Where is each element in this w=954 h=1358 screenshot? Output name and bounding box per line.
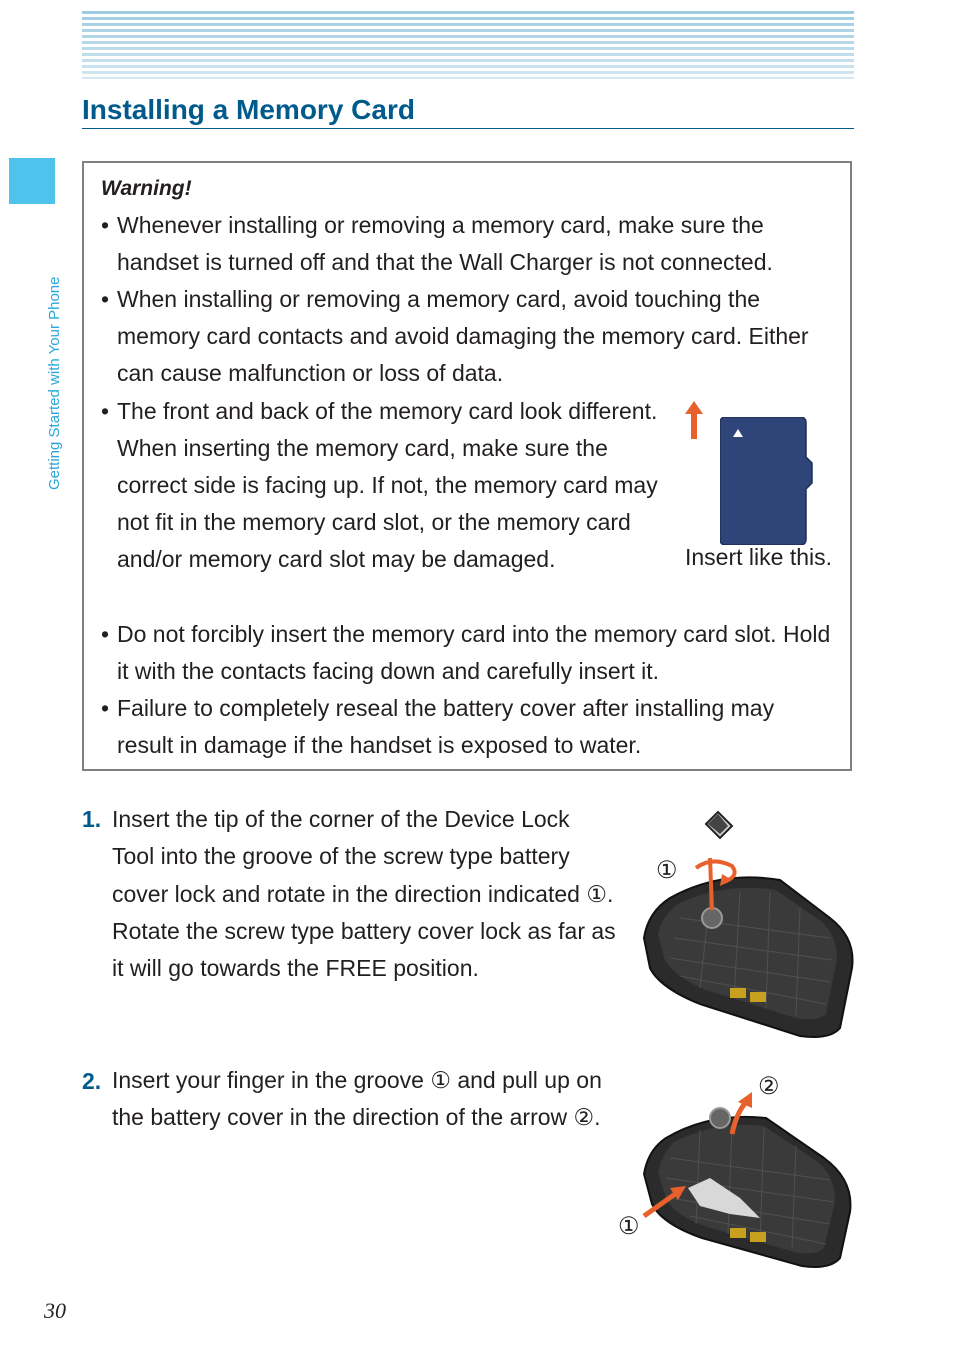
phone-back-illustration [640, 808, 856, 1040]
step-text: Insert your finger in the groove ① and pull up on the battery cover in the direction of the arrow ②. [112, 1067, 602, 1131]
bullet-text: Do not forcibly insert the memory card into the memory card slot. Hold it with the contacts facing down and carefully insert it. [117, 621, 831, 684]
phone-cover-open-illustration [640, 1088, 856, 1270]
memory-card-image [720, 417, 818, 545]
bullet-dot: • [101, 212, 110, 238]
bullet-dot: • [101, 695, 110, 721]
warning-box [82, 161, 852, 771]
bullet-dot: • [101, 621, 110, 647]
bullet-text: Whenever installing or removing a memory card, make sure the handset is turned off and that the Wall Charger is not connected. [117, 212, 773, 275]
callout-one: ① [656, 857, 678, 884]
chapter-label: Getting Started with Your Phone [46, 276, 63, 490]
bullet-dot: • [101, 286, 110, 312]
page-number: 30 [44, 1298, 66, 1323]
warning-bullet [101, 690, 836, 764]
step-number: 2. [82, 1068, 102, 1094]
step-text: Insert the tip of the corner of the Device Lock Tool into the groove of the screw type battery cover lock and rotate in the direction indicated ①. Rotate the screw type battery cover lock as far as it will go towards the FREE position. [112, 806, 616, 982]
warning-bullet [101, 207, 836, 281]
warning-title: Warning! [101, 177, 192, 200]
bullet-dot: • [101, 398, 110, 424]
up-arrow-icon [684, 401, 704, 439]
card-caption: Insert like this. [685, 544, 832, 570]
callout-two: ② [758, 1073, 780, 1100]
bullet-text: The front and back of the memory card look different. When inserting the memory card, make sure the correct side is facing up. If not, the memory card may not fit in the memory card slot, or the memory card and/or memory card slot may be damaged. [117, 398, 658, 572]
step-number: 1. [82, 806, 102, 832]
callout-one: ① [618, 1213, 640, 1240]
bullet-text: When installing or removing a memory card, avoid touching the memory card contacts and avoid damaging the memory card. Either can cause malfunction or loss of data. [117, 286, 809, 386]
warning-bullet [101, 393, 666, 578]
title-underline [82, 128, 854, 129]
page-title: Installing a Memory Card [82, 94, 415, 125]
bullet-text: Failure to completely reseal the battery cover after installing may result in damage if the handset is exposed to water. [117, 695, 775, 758]
warning-bullet [101, 616, 836, 690]
header-decoration [82, 11, 854, 79]
warning-bullet [101, 281, 836, 392]
chapter-tab [9, 158, 55, 204]
